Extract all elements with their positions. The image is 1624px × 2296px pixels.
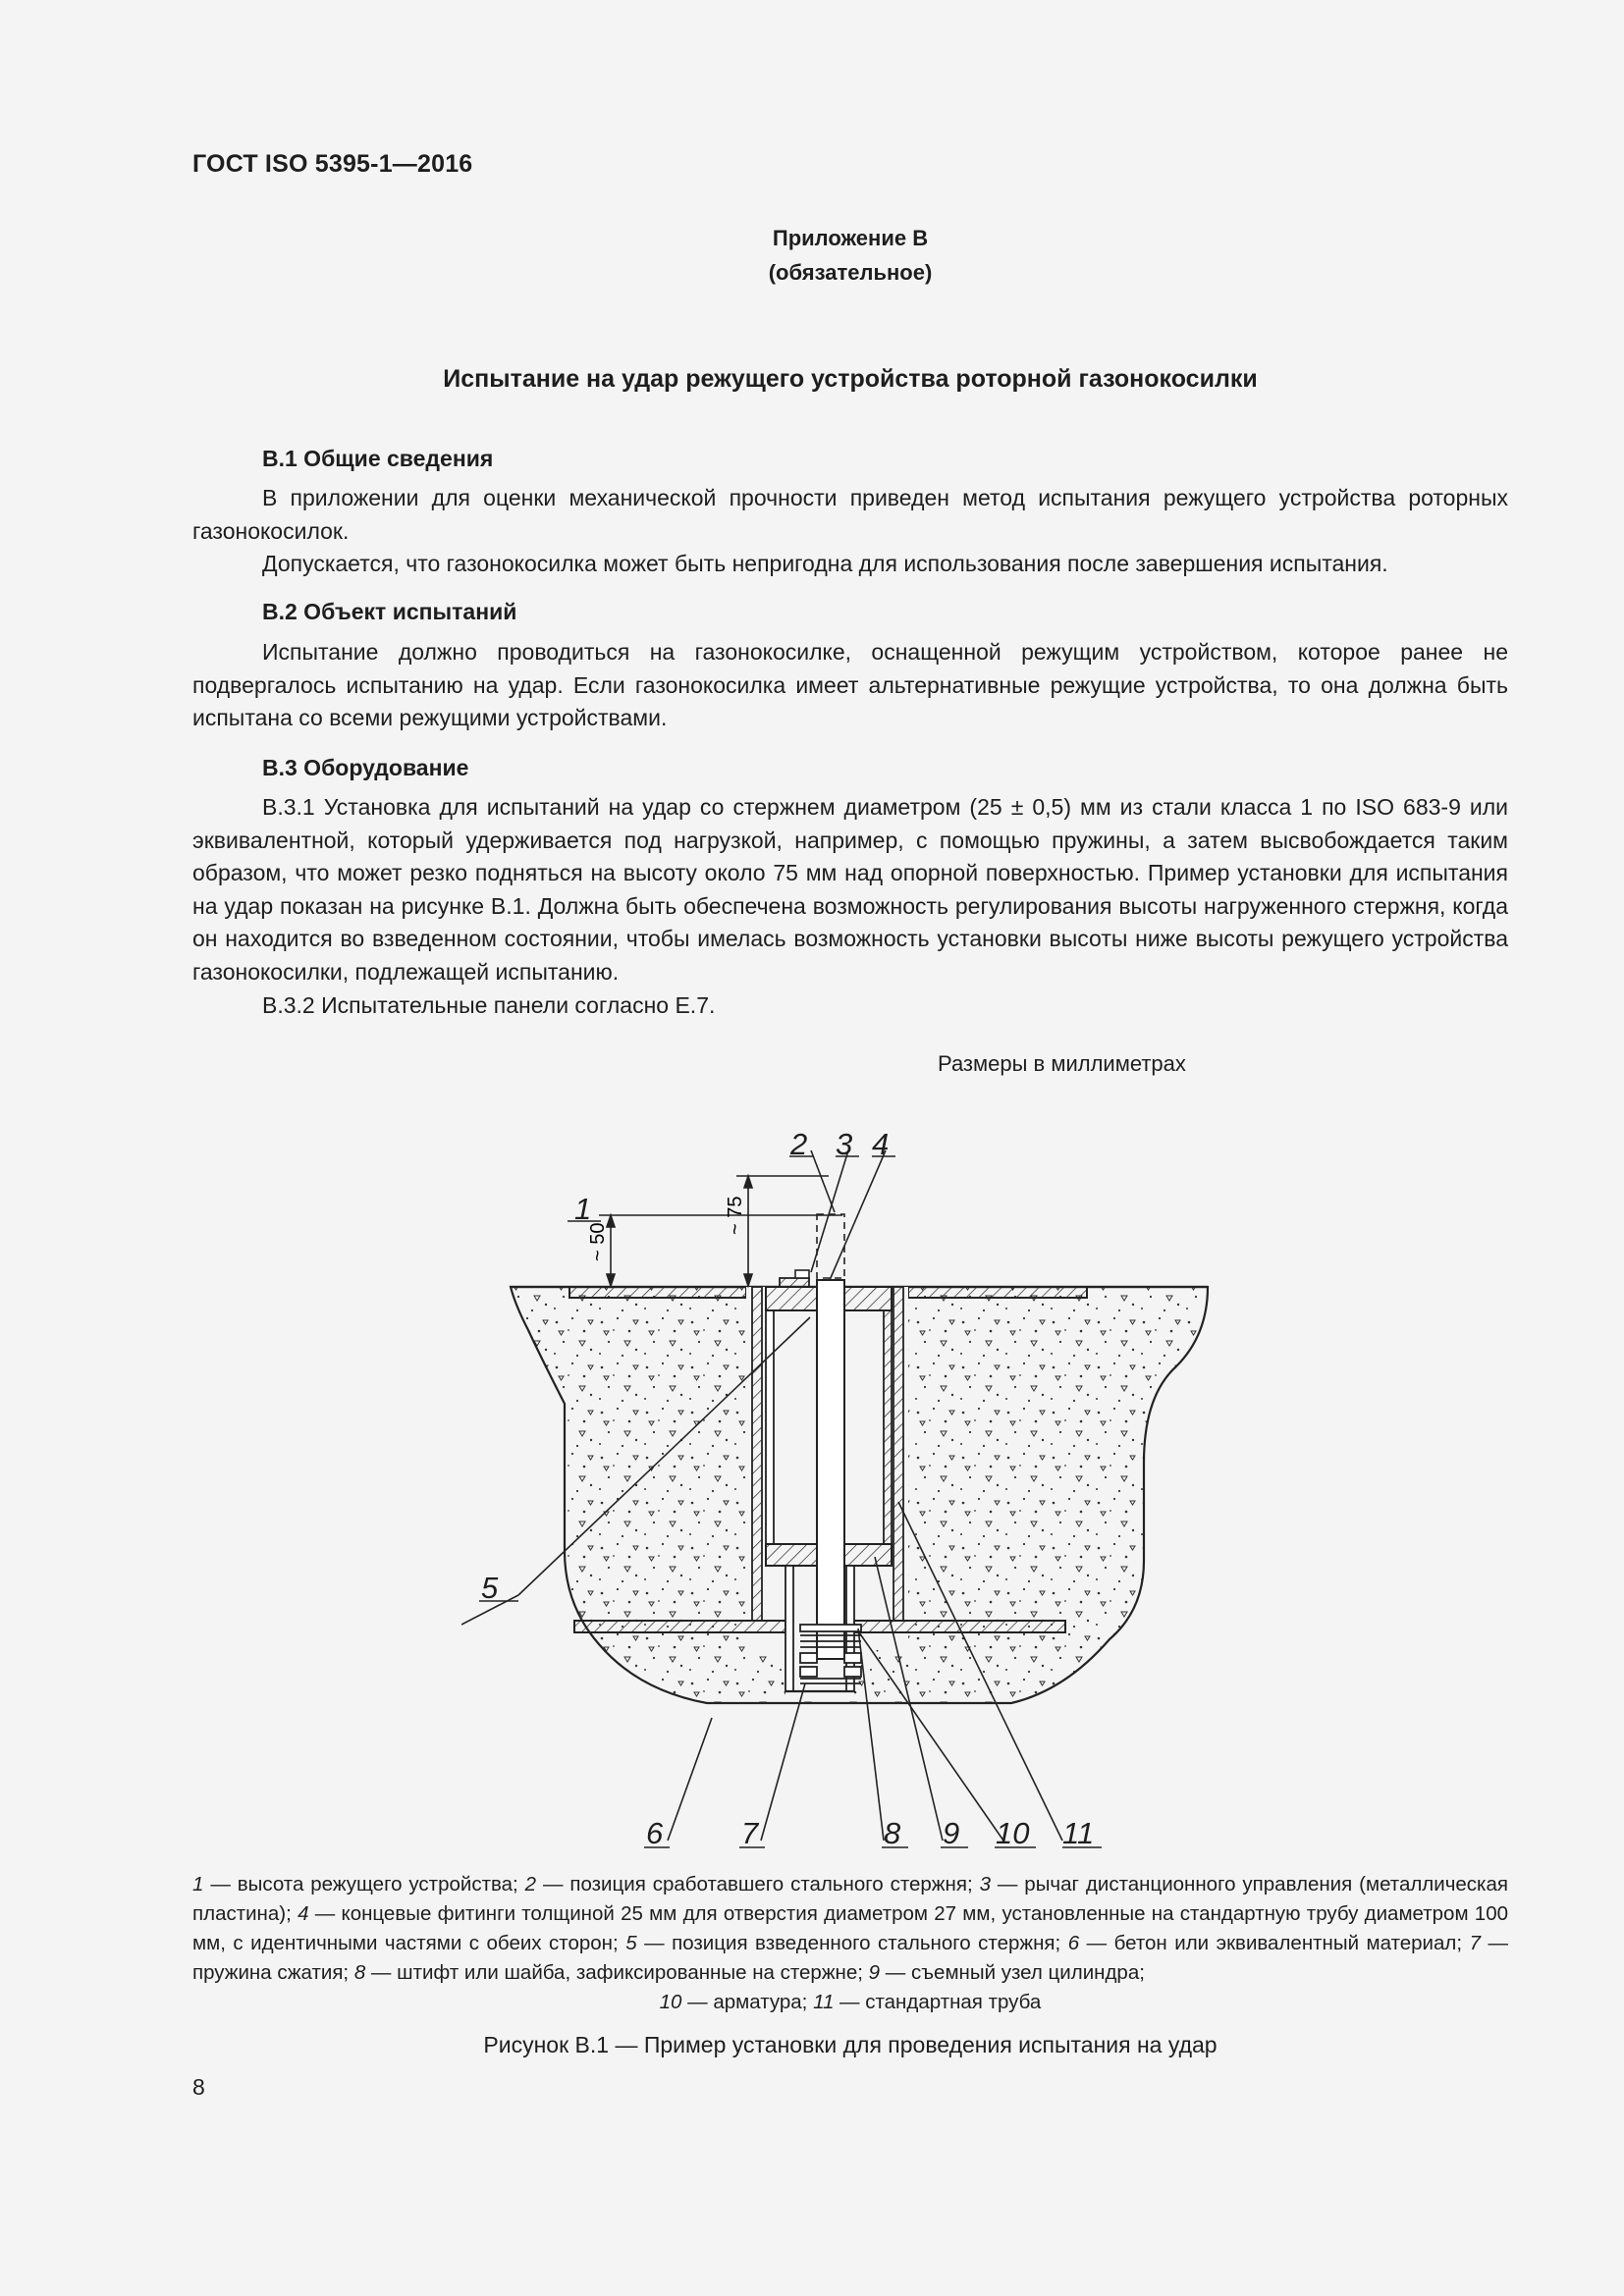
legend-num-5: 5 xyxy=(625,1932,637,1954)
section-heading-b3: В.3 Оборудование xyxy=(262,755,469,780)
legend-num-2: 2 xyxy=(524,1873,537,1896)
dimension-75: ~ 75 xyxy=(725,1196,746,1235)
legend-num-9: 9 xyxy=(868,1961,881,1984)
legend-num-6: 6 xyxy=(1067,1932,1080,1954)
annex-name: Приложение В xyxy=(772,226,929,250)
legend-num-8: 8 xyxy=(353,1961,366,1984)
cylinder-left-wall xyxy=(766,1310,774,1544)
standard-tube-right-wall xyxy=(893,1287,903,1621)
legend-num-3: 3 xyxy=(979,1873,991,1896)
dimension-50: ~ 50 xyxy=(587,1222,609,1261)
label-9: 9 xyxy=(943,1816,960,1850)
legend-num-10: 10 xyxy=(659,1991,682,2013)
remote-lever-plate xyxy=(780,1278,809,1287)
top-end-fitting-right xyxy=(844,1287,892,1310)
section-heading-b2: В.2 Объект испытаний xyxy=(262,599,517,624)
annex-title: Испытание на удар режущего устройства роторной газонокосилки xyxy=(443,365,1258,393)
reinforcement-bar-left xyxy=(574,1621,785,1632)
steel-rod-fired-position xyxy=(817,1214,844,1278)
legend-num-1: 1 xyxy=(192,1873,204,1896)
cylinder-right-wall xyxy=(884,1310,892,1544)
section-b1-paragraph-1: В приложении для оценки механической прочности приведен метод испытания режущего устройства роторных газонокосилок. xyxy=(192,485,1508,544)
label-1: 1 xyxy=(574,1192,592,1226)
steel-rod xyxy=(817,1280,844,1659)
legend-num-4: 4 xyxy=(298,1902,309,1925)
reinforcement-bar-right xyxy=(854,1621,1065,1632)
label-5: 5 xyxy=(481,1571,499,1605)
section-b2-paragraph-1: Испытание должно проводиться на газонокосилке, оснащенной режущим устройством, которое ранее не подвергалось испытанию на удар. Если газонокосилка имеет альтернативные режущие устройства, то она должна быть испытана со всеми режущими устройствами. xyxy=(192,639,1508,730)
annex-status: (обязательное) xyxy=(768,260,933,285)
section-b3-paragraph-1: В.3.1 Установка для испытаний на удар со стержнем диаметром (25 ± 0,5) мм из стали класса 1 по ISO 683-9 или эквивалентной, который удерживается под нагрузкой, например, с помощью пружины, а затем высвобождается таким образом, что может резко подняться на высоту около 75 мм над опорной поверхностью. Пример установки для испытания на удар показан на рисунке В.1. Должна быть обеспечена возможность регулирования высоты нагруженного стержня, когда он находится во взведенном состоянии, чтобы имелась возможность установки высоты ниже высоты режущего устройства газонокосилки, подлежащей испытанию. xyxy=(192,794,1508,985)
label-4: 4 xyxy=(872,1127,890,1161)
top-plate-left xyxy=(569,1287,746,1298)
legend-num-7: 7 xyxy=(1469,1932,1481,1954)
impact-test-apparatus-figure xyxy=(461,1090,1247,1855)
label-8: 8 xyxy=(884,1816,901,1850)
section-b1-paragraph-2: Допускается, что газонокосилка может быть непригодна для использования после завершения испытания. xyxy=(262,551,1388,576)
figure-legend: 1 — высота режущего устройства; 2 — позиция сработавшего стального стержня; 3 — рычаг дистанционного управления (металлическая пластина); 4 — концевые фитинги толщиной 25 мм для отверстия диаметром 27 мм, установленные на стандартную трубу диаметром 100 мм, с идентичными частями с обеих сторон; 5 — позиция взведенного стального стержня; 6 — бетон или эквивалентный материал; 7 — пружина сжатия; 8 — штифт или шайба, зафиксированные на стержне; 9 — съемный узел цилиндра; 10 — арматура; 11 — стандартная труба xyxy=(192,1873,1509,2013)
bottom-end-fitting-left xyxy=(766,1544,817,1566)
label-6: 6 xyxy=(646,1816,664,1850)
label-10: 10 xyxy=(996,1816,1030,1850)
section-b3-paragraph-2: В.3.2 Испытательные панели согласно Е.7. xyxy=(262,992,716,1018)
page-number: 8 xyxy=(192,2074,205,2100)
standard-header: ГОСТ ISO 5395-1—2016 xyxy=(192,150,473,178)
standard-tube-left-wall xyxy=(752,1287,762,1621)
label-11: 11 xyxy=(1062,1816,1095,1850)
dimensions-note: Размеры в миллиметрах xyxy=(938,1051,1186,1076)
label-3: 3 xyxy=(836,1127,853,1161)
bottom-end-fitting-right xyxy=(844,1544,892,1566)
label-7: 7 xyxy=(741,1816,759,1850)
legend-num-11: 11 xyxy=(813,1991,835,2013)
top-plate-right xyxy=(908,1287,1087,1298)
pin-washer xyxy=(800,1625,861,1631)
section-heading-b1: В.1 Общие сведения xyxy=(262,446,494,471)
label-2: 2 xyxy=(790,1127,808,1161)
top-end-fitting-left xyxy=(766,1287,817,1310)
figure-caption: Рисунок В.1 — Пример установки для проведения испытания на удар xyxy=(483,2032,1218,2057)
